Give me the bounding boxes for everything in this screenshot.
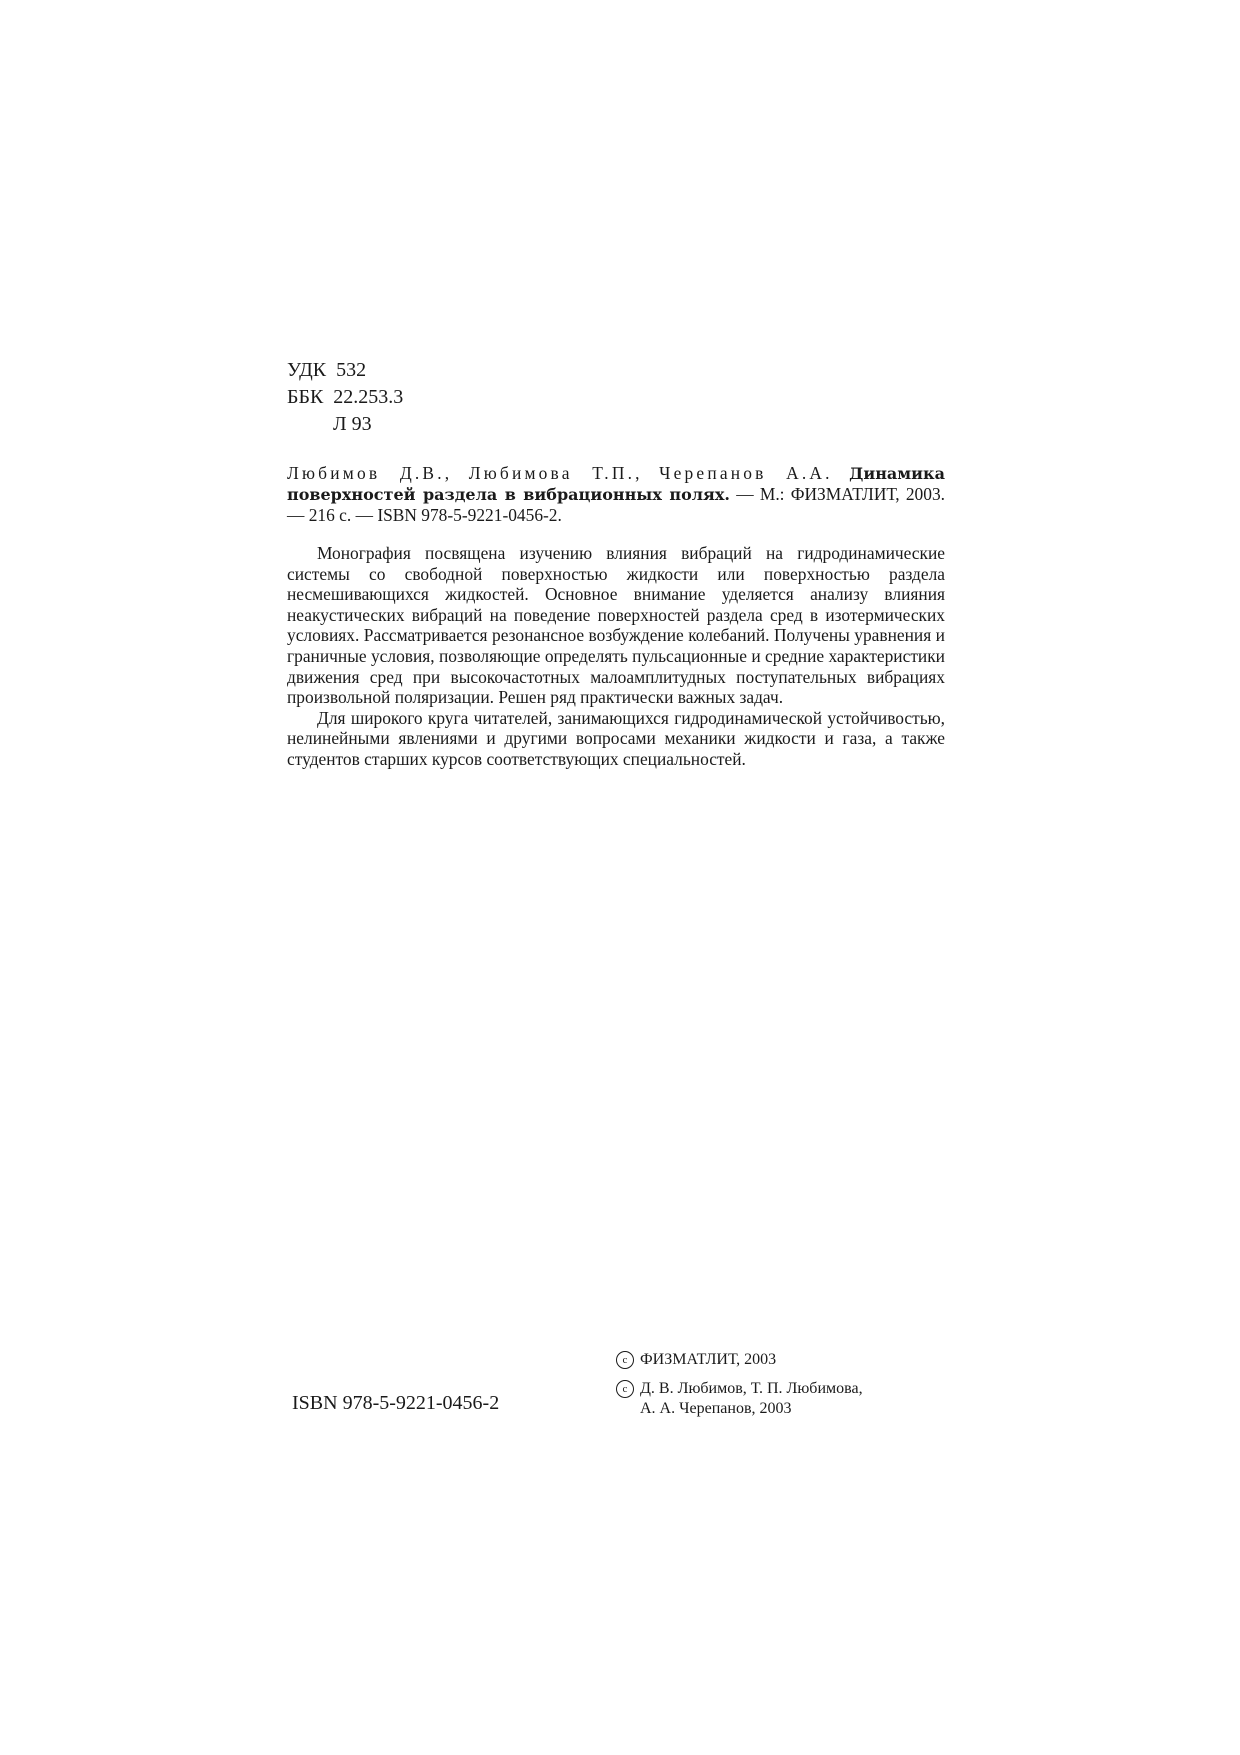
author-mark: Л 93	[333, 413, 372, 435]
copyright-authors-text	[640, 1379, 863, 1419]
bibliographic-description	[287, 463, 945, 526]
udk-code: УДК 532	[287, 359, 367, 381]
author-name: Черепанов А.А.	[659, 463, 833, 483]
classification-block	[287, 357, 403, 438]
copyright-authors-line: Д. В. Любимов, Т. П. Любимова,	[640, 1380, 863, 1397]
copyright-publisher-text: ФИЗМАТЛИТ, 2003	[640, 1351, 777, 1368]
imprint-details: — М.: ФИЗМАТЛИТ, 2003. — 216 с. — ISBN 978-5-9221-0456-2.	[287, 484, 945, 525]
copyright-authors	[616, 1379, 863, 1419]
annotation-paragraph: Для широкого круга читателей, занимающихся гидродинамической устойчивостью, нелинейными явлениями и другими вопросами механики жидкости и газа, а также студентов старших курсов соответствующих специальностей.	[287, 707, 945, 769]
bbk-code: ББК 22.253.3	[287, 386, 404, 408]
isbn: ISBN 978-5-9221-0456-2	[292, 1392, 500, 1414]
copyright-block	[616, 1350, 863, 1428]
author-name: Любимов Д.В.,	[287, 463, 453, 483]
copyright-authors-line: А. А. Черепанов, 2003	[640, 1400, 792, 1417]
annotation-paragraph: Монография посвящена изучению влияния вибраций на гидродинамические системы со свободной поверхностью жидкости или поверхностью раздела несмешивающихся жидкостей. Основное внимание уделяется анализу влияния неакустических вибраций на поведение поверхностей раздела сред в изотермических условиях. Рассматривается резонансное возбуждение колебаний. Получены уравнения и граничные условия, позволяющие определять пульсационные и средние характеристики движения сред при высокочастотных малоамплитудных поступательных вибрациях произвольной поляризации. Решен ряд практически важных задач.	[287, 543, 945, 708]
book-title: Динамика поверхностей раздела в вибрационных полях.	[287, 464, 945, 504]
annotation	[287, 543, 945, 770]
copyright-icon: c	[616, 1380, 634, 1398]
author-name: Любимова Т.П.,	[468, 463, 643, 483]
copyright-publisher	[616, 1350, 863, 1370]
copyright-icon: c	[616, 1351, 634, 1369]
